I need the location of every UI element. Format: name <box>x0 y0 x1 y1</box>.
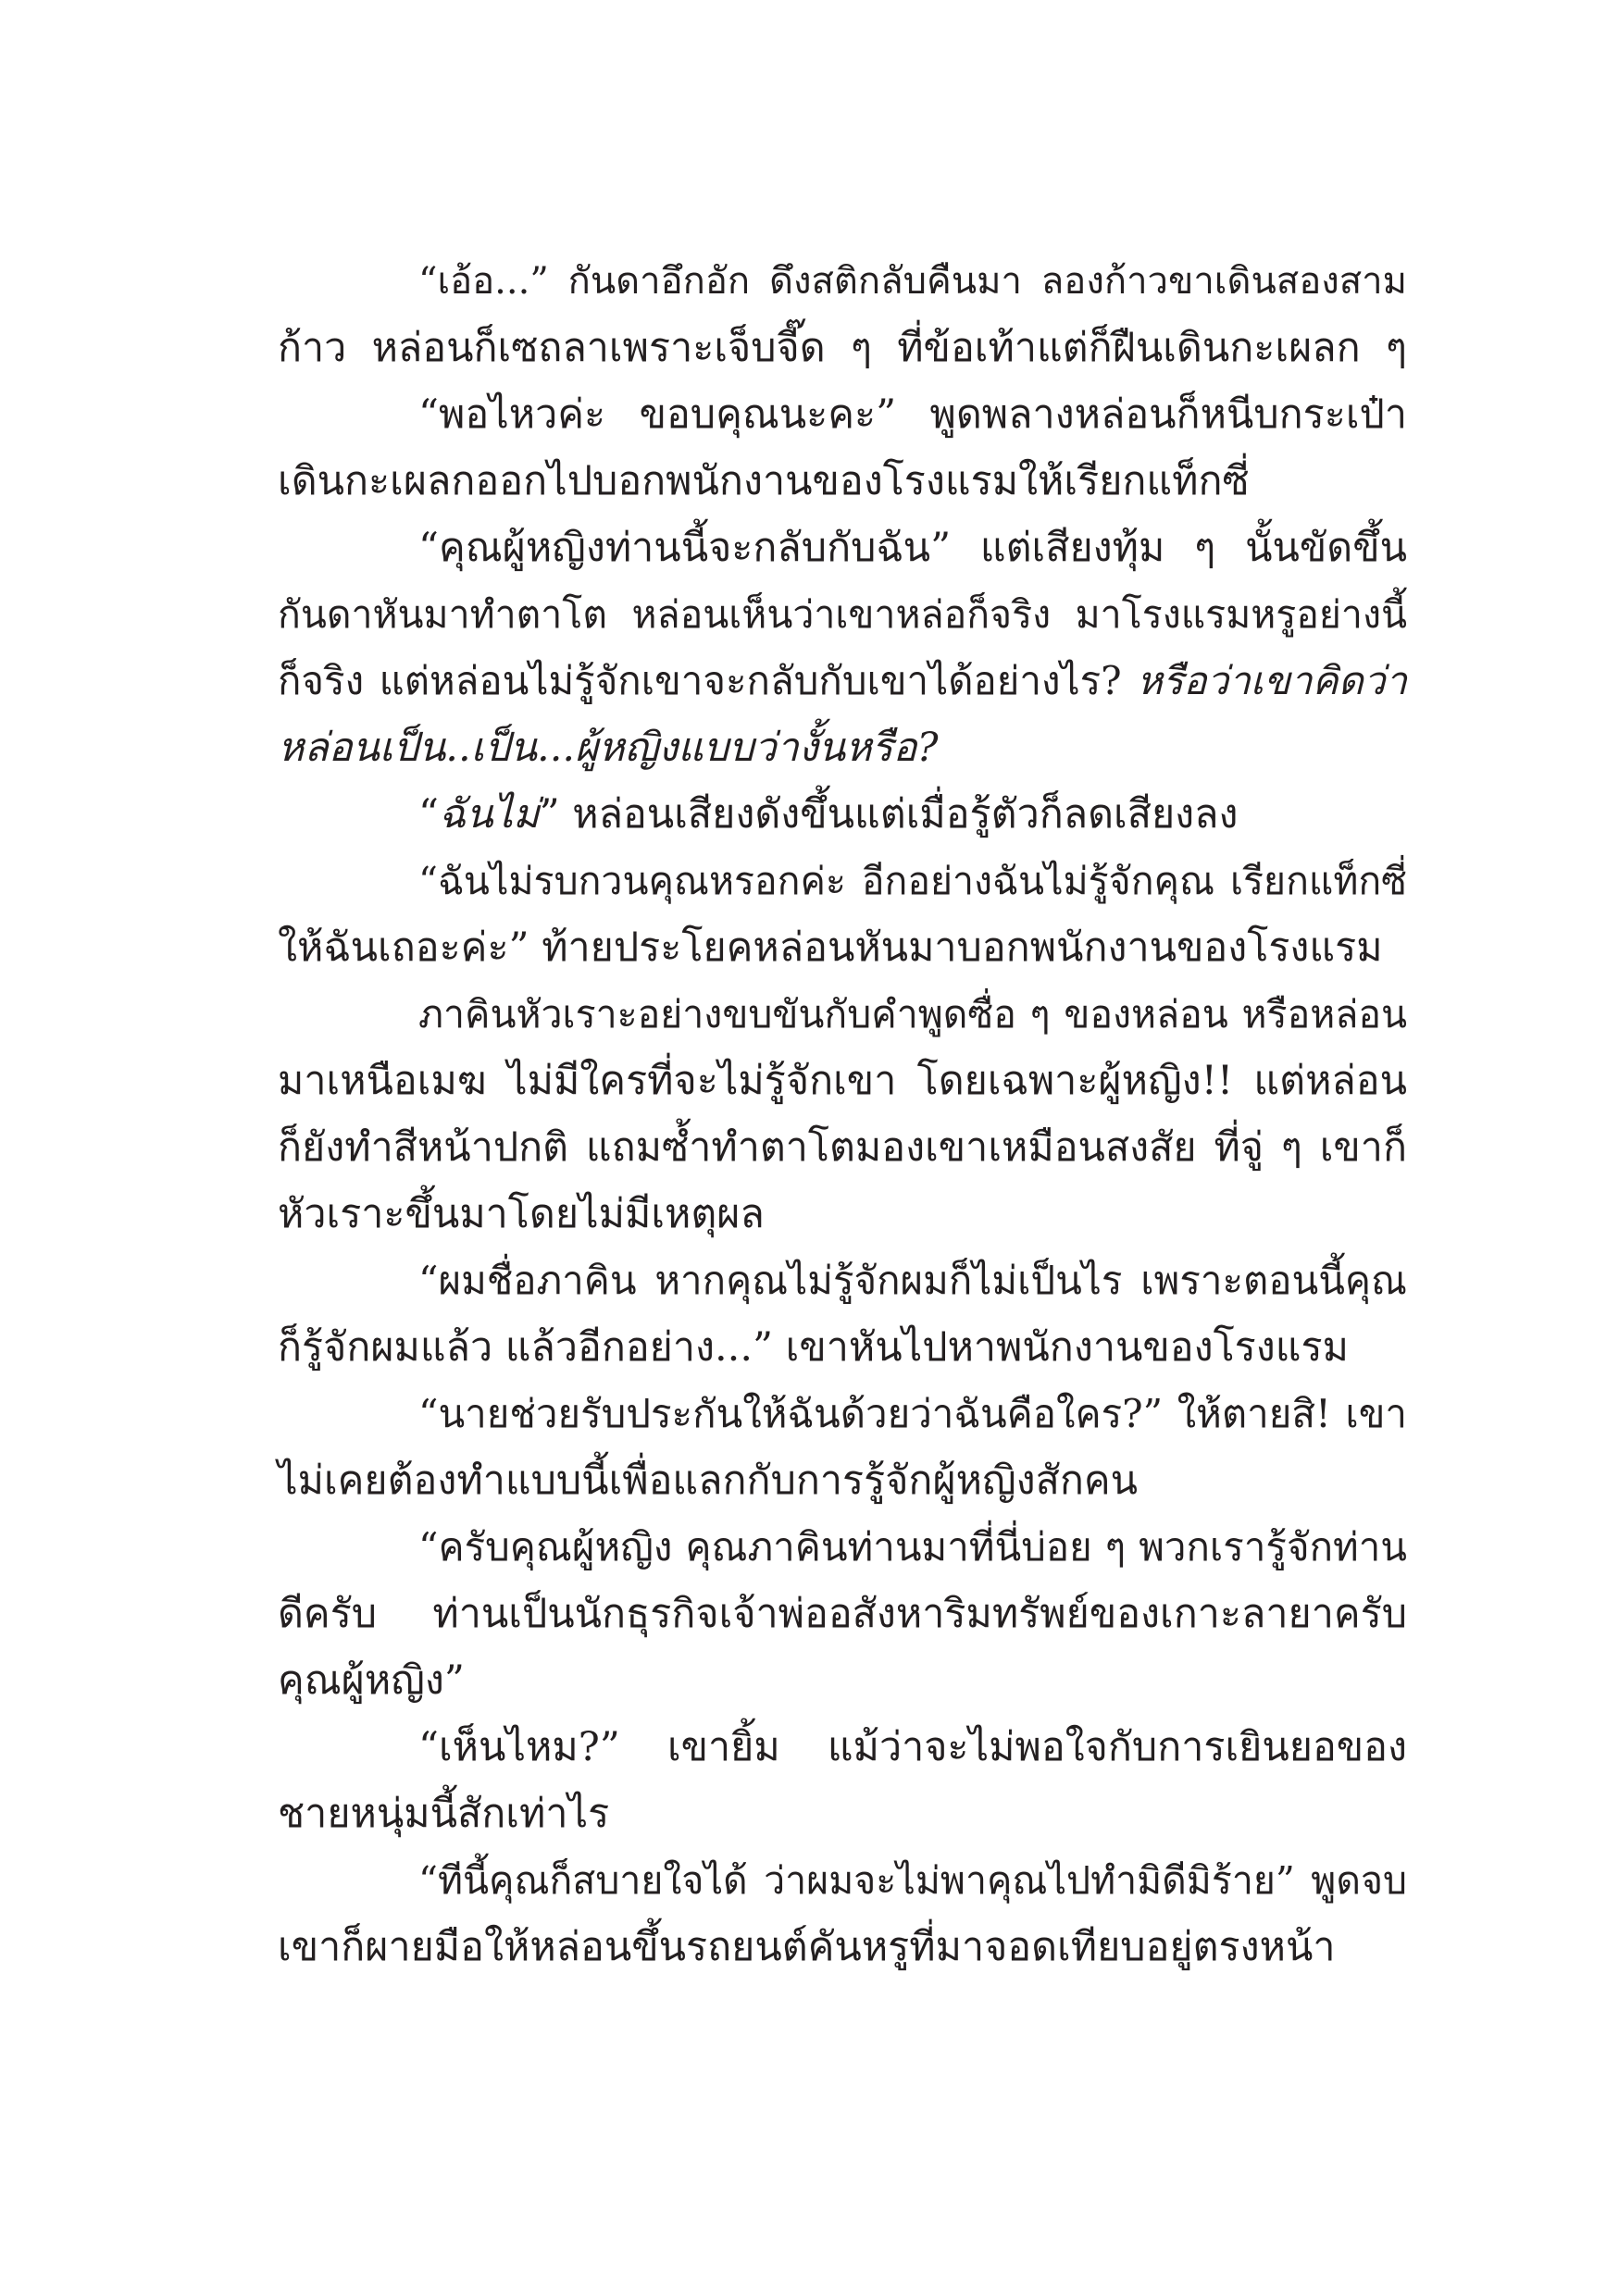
body-text-run: “ผมชื่อภาคิน หากคุณไม่รู้จักผมก็ไม่เป็นไร เพราะตอนนี้คุณ <box>418 1258 1407 1303</box>
body-text-run: กันดาหันมาทำตาโต หล่อนเห็นว่าเขาหล่อก็จริง มาโรงแรมหรูอย่างนี้ <box>278 592 1407 637</box>
body-text-run: “คุณผู้หญิงท่านนี้จะกลับกับฉัน” แต่เสียงทุ้ม ๆ นั้นขัดขึ้น <box>418 525 1407 571</box>
text-line <box>278 1447 1407 1514</box>
text-line <box>278 1314 1407 1381</box>
body-text-run: ดีครับ ท่านเป็นนักธุรกิจเจ้าพ่ออสังหาริมทรัพย์ของเกาะลายาครับ <box>278 1591 1407 1637</box>
body-text-run: ก็จริง แต่หล่อนไม่รู้จักเขาจะกลับกับเขาได้อย่างไร? <box>278 658 1138 703</box>
text-line <box>278 1847 1407 1914</box>
body-text-run: “ทีนี้คุณก็สบายใจได้ ว่าผมจะไม่พาคุณไปทำมิดีมิร้าย” พูดจบ <box>418 1858 1407 1903</box>
body-text-run: ชายหนุ่มนี้สักเท่าไร <box>278 1791 610 1837</box>
body-text-run: ไม่เคยต้องทำแบบนี้เพื่อแลกกับการรู้จักผู้หญิงสักคน <box>278 1458 1139 1504</box>
text-line <box>278 781 1407 848</box>
text-line <box>278 1247 1407 1314</box>
body-text-run: “เห็นไหม?” เขายิ้ม แม้ว่าจะไม่พอใจกับการเยินยอของ <box>418 1724 1407 1770</box>
body-text-run: ให้ฉันเถอะค่ะ” ท้ายประโยคหล่อนหันมาบอกพนักงานของโรงแรม <box>278 925 1383 971</box>
text-line <box>278 1048 1407 1114</box>
text-line <box>278 1647 1407 1714</box>
text-line <box>278 1514 1407 1581</box>
text-line <box>278 1914 1407 1980</box>
body-text-run: คุณผู้หญิง” <box>278 1657 465 1704</box>
body-text-run: มาเหนือเมฆ ไม่มีใครที่จะไม่รู้จักเขา โดยเฉพาะผู้หญิง!! แต่หล่อน <box>278 1058 1407 1104</box>
text-line <box>278 981 1407 1048</box>
body-text-run: “ครับคุณผู้หญิง คุณภาคินท่านมาที่นี่บ่อย ๆ พวกเรารู้จักท่าน <box>418 1524 1407 1570</box>
text-line <box>278 581 1407 648</box>
body-text-run: หัวเราะขึ้นมาโดยไม่มีเหตุผล <box>278 1191 765 1237</box>
text-line <box>278 714 1407 781</box>
italic-text: หรือว่าเขาคิดว่า <box>1137 658 1407 703</box>
italic-text: ฉันไม่ <box>438 791 540 838</box>
text-line <box>278 914 1407 981</box>
text-line <box>278 848 1407 914</box>
body-text-run: “นายช่วยรับประกันให้ฉันด้วยว่าฉันคือใคร?” ให้ตายสิ! เขา <box>418 1391 1407 1436</box>
body-text-run: “ <box>418 791 439 838</box>
body-text-run: ก็ยังทำสีหน้าปกติ แถมซ้ำทำตาโตมองเขาเหมือนสงสัย ที่จู่ ๆ เขาก็ <box>278 1124 1407 1171</box>
body-text-run: ก้าว หล่อนก็เซถลาเพราะเจ็บจี๊ด ๆ ที่ข้อเท้าแต่ก็ฝืนเดินกะเผลก ๆ <box>278 325 1407 371</box>
body-text-run: เขาก็ผายมือให้หล่อนขึ้นรถยนต์คันหรูที่มาจอดเทียบอยู่ตรงหน้า <box>278 1924 1336 1970</box>
text-line <box>278 1781 1407 1847</box>
body-text-run: เดินกะเผลกออกไปบอกพนักงานของโรงแรมให้เรียกแท็กซี่ <box>278 458 1250 504</box>
text-line <box>278 248 1407 315</box>
text-line <box>278 448 1407 515</box>
body-text-run: ” หล่อนเสียงดังขึ้นแต่เมื่อรู้ตัวก็ลดเสียงลง <box>539 791 1239 838</box>
text-line <box>278 515 1407 581</box>
body-text-run: ภาคินหัวเราะอย่างขบขันกับคำพูดซื่อ ๆ ของหล่อน หรือหล่อน <box>418 992 1407 1036</box>
text-line <box>278 1181 1407 1247</box>
text-line <box>278 1714 1407 1781</box>
text-line <box>278 1581 1407 1647</box>
text-line <box>278 1114 1407 1181</box>
text-line <box>278 315 1407 381</box>
italic-text: หล่อนเป็น..เป็น...ผู้หญิงแบบว่างั้นหรือ? <box>278 725 939 771</box>
body-text-run: “เอ้อ...” กันดาอึกอัก ดึงสติกลับคืนมา ลองก้าวขาเดินสองสาม <box>418 260 1407 303</box>
body-text-run: ก็รู้จักผมแล้ว แล้วอีกอย่าง...” เขาหันไปหาพนักงานของโรงแรม <box>278 1324 1349 1371</box>
text-line <box>278 381 1407 448</box>
body-text-run: “ฉันไม่รบกวนคุณหรอกค่ะ อีกอย่างฉันไม่รู้จักคุณ เรียกแท็กซี่ <box>418 859 1407 903</box>
text-line <box>278 1381 1407 1447</box>
body-text-run: “พอไหวค่ะ ขอบคุณนะคะ” พูดพลางหล่อนก็หนีบกระเป๋า <box>418 391 1407 438</box>
body-text <box>278 248 1407 1980</box>
text-line <box>278 648 1407 714</box>
